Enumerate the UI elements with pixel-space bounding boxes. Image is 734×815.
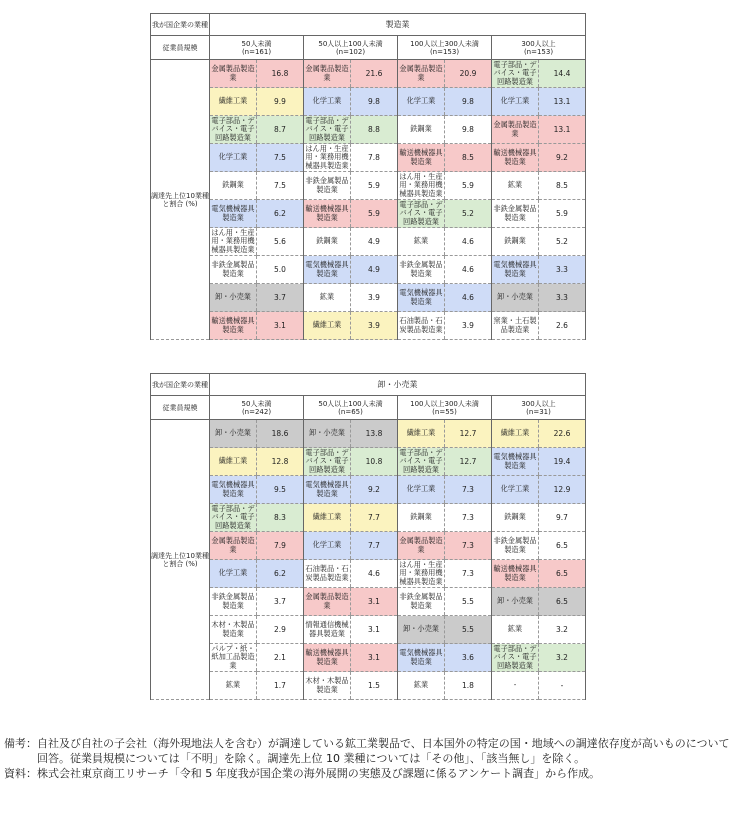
- industry-cell: 化学工業: [492, 88, 539, 116]
- share-value: 5.9: [351, 200, 398, 228]
- industry-cell: 鉄鋼業: [304, 228, 351, 256]
- industry-cell: 電子部品・デバイス・電子回路製造業: [399, 447, 443, 474]
- industry-cell: 鉄鋼業: [492, 228, 539, 256]
- industry-cell: 鉱業: [492, 616, 539, 644]
- industry-cell: 電気機械器具製造業: [210, 476, 257, 504]
- industry-cell: 金属製品製造業: [492, 116, 539, 144]
- industry-cell: 鉱業: [492, 172, 539, 200]
- share-value: 4.6: [445, 284, 492, 312]
- share-value: 7.7: [351, 504, 398, 532]
- industry-cell: 電気機械器具製造業: [304, 476, 351, 504]
- industry-cell: 電子部品・デバイス・電子回路製造業: [305, 447, 349, 474]
- industry-cell: 輸送機械器具製造業: [304, 644, 351, 672]
- header-row-size: [151, 36, 586, 60]
- share-value: 12.9: [539, 476, 586, 504]
- size-range: 100人以上300人未満: [410, 399, 479, 408]
- header-row-size: [151, 396, 586, 420]
- notes-section: [4, 736, 730, 781]
- industry-cell: 化学工業: [398, 88, 445, 116]
- industry-cell: 非鉄金属製品製造業: [492, 532, 539, 560]
- share-value: 7.3: [445, 532, 492, 560]
- industry-cell: 鉄鋼業: [398, 504, 445, 532]
- industry-cell: 輸送機械器具製造業: [492, 560, 539, 588]
- industry-cell: 化学工業: [304, 88, 351, 116]
- share-value: 5.0: [257, 256, 304, 284]
- table-row: [151, 144, 586, 172]
- size-range: 50人以上100人未満: [318, 39, 383, 48]
- table-row: [151, 312, 586, 340]
- industry-cell: 鉄鋼業: [210, 172, 257, 200]
- share-value: 3.1: [351, 616, 398, 644]
- industry-cell: -: [492, 672, 539, 700]
- industry-cell: 輸送機械器具製造業: [492, 144, 539, 172]
- industry-cell: はん用・生産用・業務用機械器具製造業: [399, 559, 443, 586]
- industry-cell: 電気機械器具製造業: [398, 284, 445, 312]
- sample-count: (n=153): [523, 47, 554, 56]
- industry-cell: 金属製品製造業: [210, 60, 257, 88]
- wholesale-retail-table: [150, 373, 586, 700]
- table-row: [151, 476, 586, 504]
- share-value: 5.5: [445, 616, 492, 644]
- share-value: 3.2: [539, 644, 586, 672]
- share-value: 13.8: [351, 420, 398, 448]
- share-value: 7.3: [445, 560, 492, 588]
- corner-size-label: 従業員規模: [151, 396, 210, 420]
- share-value: 6.2: [257, 560, 304, 588]
- share-value: 2.1: [257, 644, 304, 672]
- share-value: 1.7: [257, 672, 304, 700]
- share-value: 4.9: [351, 256, 398, 284]
- size-column-header: [210, 396, 304, 420]
- share-value: 5.5: [445, 588, 492, 616]
- share-value: 5.2: [445, 200, 492, 228]
- share-value: 9.7: [539, 504, 586, 532]
- table-row: [151, 60, 586, 88]
- industry-cell: 鉄鋼業: [492, 504, 539, 532]
- industry-cell: 電子部品・デバイス・電子回路製造業: [493, 643, 537, 670]
- industry-cell: 石油製品・石炭製品製造業: [304, 560, 351, 588]
- industry-cell: 化学工業: [492, 476, 539, 504]
- share-value: 7.5: [257, 144, 304, 172]
- industry-cell: 鉱業: [398, 672, 445, 700]
- industry-cell: 繊維工業: [210, 88, 257, 116]
- share-value: 9.8: [445, 116, 492, 144]
- table-row: [151, 588, 586, 616]
- industry-cell: 木材・木製品製造業: [304, 672, 351, 700]
- share-value: 3.1: [257, 312, 304, 340]
- share-value: 12.7: [445, 420, 492, 448]
- industry-cell: 輸送機械器具製造業: [398, 144, 445, 172]
- share-value: 3.2: [539, 616, 586, 644]
- source-text: 株式会社東京商工リサーチ「令和 5 年度我が国企業の海外展開の実態及び課題に係るアンケート調査」から作成。: [37, 767, 601, 780]
- industry-cell: はん用・生産用・業務用機械器具製造業: [399, 171, 443, 198]
- share-value: 4.6: [445, 228, 492, 256]
- share-value: 4.9: [351, 228, 398, 256]
- industry-cell: 金属製品製造業: [304, 60, 351, 88]
- industry-cell: 鉱業: [210, 672, 257, 700]
- share-value: 9.9: [257, 88, 304, 116]
- industry-cell: 金属製品製造業: [304, 588, 351, 616]
- size-column-header: [398, 396, 492, 420]
- share-value: 13.1: [539, 116, 586, 144]
- share-value: 6.5: [539, 532, 586, 560]
- share-value: 3.9: [351, 312, 398, 340]
- remarks-text: 自社及び自社の子会社（海外現地法人を含む）が調達している鉱工業製品で、日本国外の特定の国・地域への調達依存度が高いものについて回答。従業員規模については「不明」を除く。調達先上位 10 業種については「その他」、「該当無し」を除く。: [37, 737, 730, 765]
- share-value: 1.8: [445, 672, 492, 700]
- header-row-sector: [151, 374, 586, 396]
- share-value: 8.8: [351, 116, 398, 144]
- share-value: 19.4: [539, 448, 586, 476]
- size-range: 50人以上100人未満: [318, 399, 383, 408]
- remarks-label: 備考：: [4, 737, 37, 750]
- share-value: 5.9: [539, 200, 586, 228]
- size-range: 50人未満: [241, 399, 272, 408]
- share-value: 7.5: [257, 172, 304, 200]
- industry-cell: 繊維工業: [492, 420, 539, 448]
- share-value: 20.9: [445, 60, 492, 88]
- size-column-header: [492, 36, 586, 60]
- industry-cell: 石油製品・石炭製品製造業: [398, 312, 445, 340]
- table-row: [151, 644, 586, 672]
- industry-cell: 情報通信機械器具製造業: [304, 616, 351, 644]
- share-value: 2.9: [257, 616, 304, 644]
- size-column-header: [304, 36, 398, 60]
- industry-cell: 金属製品製造業: [398, 60, 445, 88]
- share-value: 3.7: [257, 284, 304, 312]
- size-range: 300人以上: [521, 39, 556, 48]
- share-value: 9.5: [257, 476, 304, 504]
- sector-title: 卸・小売業: [210, 374, 586, 396]
- industry-cell: 繊維工業: [398, 420, 445, 448]
- size-column-header: [304, 396, 398, 420]
- share-value: 5.2: [539, 228, 586, 256]
- share-value: 7.9: [257, 532, 304, 560]
- share-value: -: [539, 672, 586, 700]
- share-value: 5.6: [257, 228, 304, 256]
- industry-cell: 電子部品・デバイス・電子回路製造業: [493, 59, 537, 86]
- industry-cell: 化学工業: [304, 532, 351, 560]
- share-value: 3.1: [351, 644, 398, 672]
- sample-count: (n=102): [335, 47, 366, 56]
- share-value: 4.6: [445, 256, 492, 284]
- size-range: 300人以上: [521, 399, 556, 408]
- share-value: 3.3: [539, 284, 586, 312]
- industry-cell: 繊維工業: [304, 504, 351, 532]
- share-value: 8.7: [257, 116, 304, 144]
- industry-cell: 非鉄金属製品製造業: [210, 588, 257, 616]
- share-value: 3.6: [445, 644, 492, 672]
- industry-cell: 化学工業: [210, 560, 257, 588]
- row-group-label: 調達先上位10業種と割合 (%): [151, 420, 210, 700]
- sample-count: (n=153): [429, 47, 460, 56]
- share-value: 8.3: [257, 504, 304, 532]
- industry-cell: 輸送機械器具製造業: [210, 312, 257, 340]
- share-value: 6.5: [539, 588, 586, 616]
- sample-count: (n=242): [241, 407, 272, 416]
- size-range: 100人以上300人未満: [410, 39, 479, 48]
- industry-cell: 電子部品・デバイス・電子回路製造業: [399, 199, 443, 226]
- industry-cell: 非鉄金属製品製造業: [492, 200, 539, 228]
- table-row: [151, 172, 586, 200]
- share-value: 6.5: [539, 560, 586, 588]
- share-value: 10.8: [351, 448, 398, 476]
- industry-cell: 電気機械器具製造業: [304, 256, 351, 284]
- industry-cell: 卸・小売業: [210, 284, 257, 312]
- size-range: 50人未満: [241, 39, 272, 48]
- table-row: [151, 672, 586, 700]
- share-value: 3.9: [445, 312, 492, 340]
- industry-cell: 電気機械器具製造業: [210, 200, 257, 228]
- industry-cell: はん用・生産用・業務用機械器具製造業: [305, 143, 349, 170]
- share-value: 9.2: [539, 144, 586, 172]
- industry-cell: 電気機械器具製造業: [398, 644, 445, 672]
- industry-cell: 卸・小売業: [210, 420, 257, 448]
- industry-cell: はん用・生産用・業務用機械器具製造業: [211, 227, 255, 254]
- header-row-sector: [151, 14, 586, 36]
- industry-cell: 金属製品製造業: [210, 532, 257, 560]
- share-value: 18.6: [257, 420, 304, 448]
- share-value: 7.7: [351, 532, 398, 560]
- industry-cell: 卸・小売業: [492, 588, 539, 616]
- sample-count: (n=65): [338, 407, 363, 416]
- share-value: 21.6: [351, 60, 398, 88]
- corner-size-label: 従業員規模: [151, 36, 210, 60]
- source-label: 資料：: [4, 767, 37, 780]
- table-row: [151, 420, 586, 448]
- manufacturing-table: [150, 13, 586, 340]
- industry-cell: 非鉄金属製品製造業: [304, 172, 351, 200]
- industry-cell: 輸送機械器具製造業: [304, 200, 351, 228]
- industry-cell: 非鉄金属製品製造業: [398, 588, 445, 616]
- size-column-header: [398, 36, 492, 60]
- industry-cell: 電子部品・デバイス・電子回路製造業: [305, 115, 349, 142]
- industry-cell: 非鉄金属製品製造業: [210, 256, 257, 284]
- corner-industry-label: 我が国企業の業種: [151, 14, 210, 36]
- table-row: [151, 284, 586, 312]
- share-value: 9.2: [351, 476, 398, 504]
- table-row: [151, 88, 586, 116]
- industry-cell: パルプ・紙・紙加工品製造業: [211, 643, 255, 670]
- industry-cell: 鉱業: [304, 284, 351, 312]
- table-row: [151, 504, 586, 532]
- share-value: 3.1: [351, 588, 398, 616]
- sample-count: (n=161): [241, 47, 272, 56]
- industry-cell: 電子部品・デバイス・電子回路製造業: [211, 115, 255, 142]
- table-row: [151, 560, 586, 588]
- industry-cell: 鉱業: [398, 228, 445, 256]
- corner-industry-label: 我が国企業の業種: [151, 374, 210, 396]
- remarks-note: [4, 736, 730, 766]
- share-value: 7.3: [445, 476, 492, 504]
- table-row: [151, 228, 586, 256]
- share-value: 5.9: [351, 172, 398, 200]
- industry-cell: 非鉄金属製品製造業: [398, 256, 445, 284]
- industry-cell: 化学工業: [210, 144, 257, 172]
- share-value: 16.8: [257, 60, 304, 88]
- table-row: [151, 616, 586, 644]
- industry-cell: 窯業・土石製品製造業: [492, 312, 539, 340]
- share-value: 13.1: [539, 88, 586, 116]
- industry-cell: 金属製品製造業: [398, 532, 445, 560]
- industry-cell: 鉄鋼業: [398, 116, 445, 144]
- share-value: 9.8: [351, 88, 398, 116]
- industry-cell: 卸・小売業: [304, 420, 351, 448]
- share-value: 3.9: [351, 284, 398, 312]
- industry-cell: 卸・小売業: [398, 616, 445, 644]
- table-row: [151, 256, 586, 284]
- share-value: 3.3: [539, 256, 586, 284]
- size-column-header: [492, 396, 586, 420]
- share-value: 4.6: [351, 560, 398, 588]
- share-value: 12.7: [445, 448, 492, 476]
- share-value: 1.5: [351, 672, 398, 700]
- size-column-header: [210, 36, 304, 60]
- industry-cell: 電子部品・デバイス・電子回路製造業: [211, 503, 255, 530]
- industry-cell: 繊維工業: [210, 448, 257, 476]
- share-value: 8.5: [539, 172, 586, 200]
- table-row: [151, 116, 586, 144]
- sample-count: (n=55): [432, 407, 457, 416]
- share-value: 6.2: [257, 200, 304, 228]
- source-note: [4, 766, 730, 781]
- share-value: 8.5: [445, 144, 492, 172]
- share-value: 3.7: [257, 588, 304, 616]
- share-value: 9.8: [445, 88, 492, 116]
- sample-count: (n=31): [526, 407, 551, 416]
- industry-cell: 化学工業: [398, 476, 445, 504]
- table-row: [151, 200, 586, 228]
- share-value: 12.8: [257, 448, 304, 476]
- table-row: [151, 448, 586, 476]
- share-value: 7.8: [351, 144, 398, 172]
- sector-title: 製造業: [210, 14, 586, 36]
- industry-cell: 電気機械器具製造業: [492, 448, 539, 476]
- industry-cell: 繊維工業: [304, 312, 351, 340]
- share-value: 7.3: [445, 504, 492, 532]
- share-value: 22.6: [539, 420, 586, 448]
- share-value: 2.6: [539, 312, 586, 340]
- industry-cell: 卸・小売業: [492, 284, 539, 312]
- row-group-label: 調達先上位10業種と割合 (%): [151, 60, 210, 340]
- industry-cell: 木材・木製品製造業: [210, 616, 257, 644]
- industry-cell: 電気機械器具製造業: [492, 256, 539, 284]
- share-value: 5.9: [445, 172, 492, 200]
- table-row: [151, 532, 586, 560]
- share-value: 14.4: [539, 60, 586, 88]
